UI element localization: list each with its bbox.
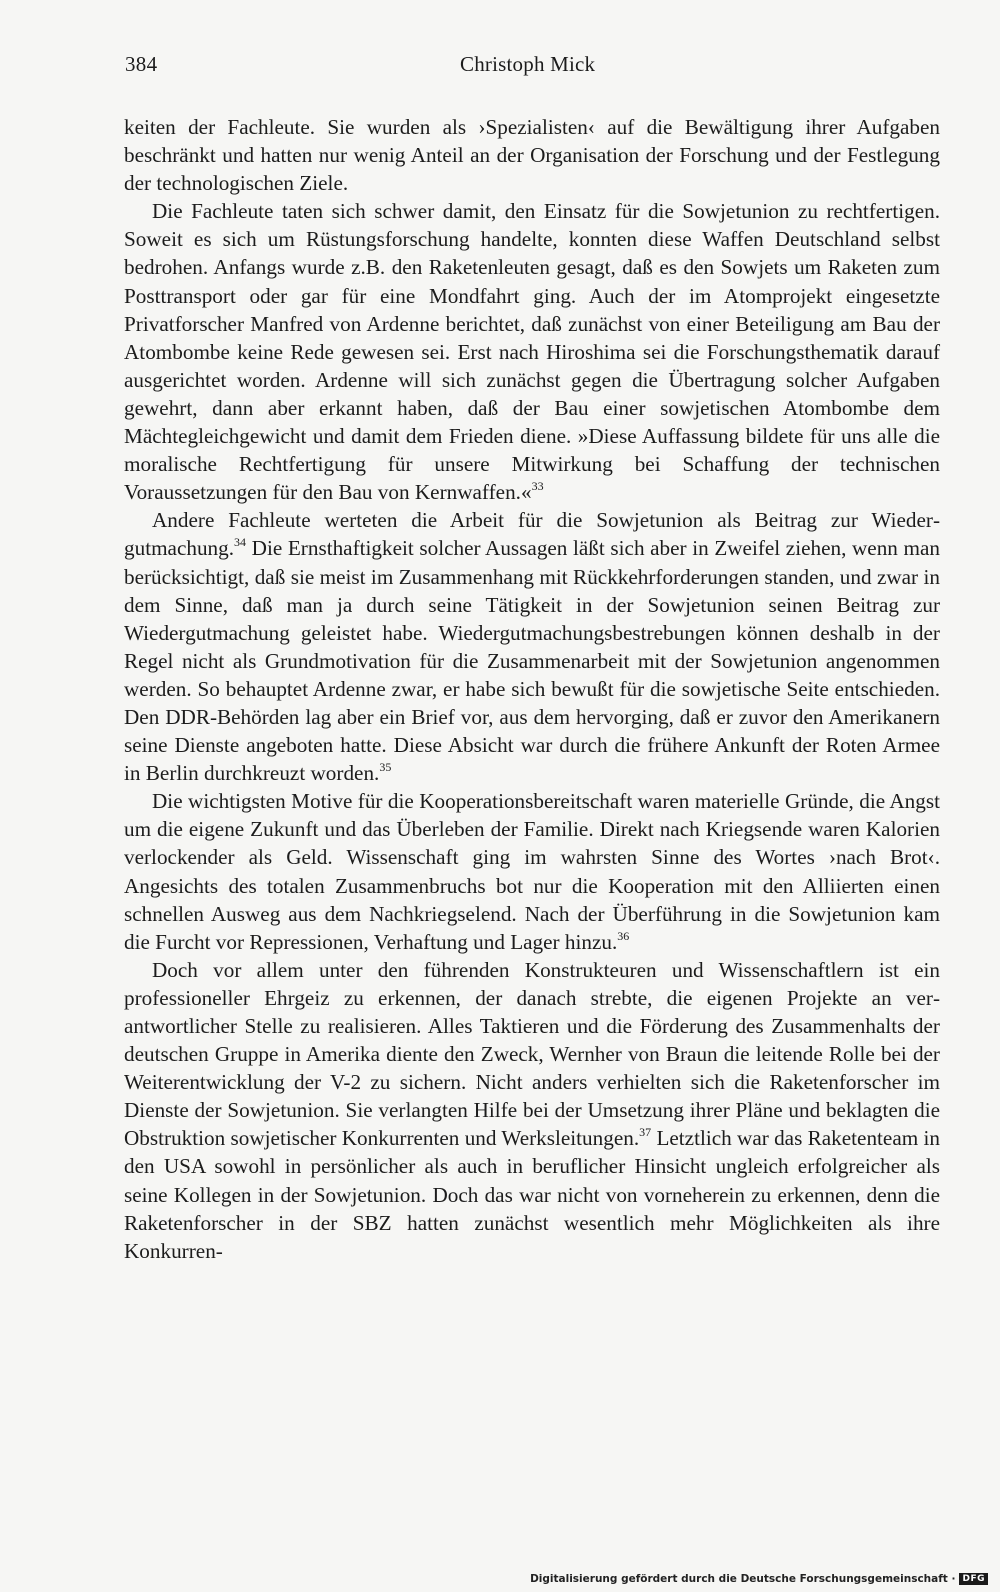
paragraph [124,197,940,506]
footnote-marker: 35 [379,760,392,775]
paragraph [124,787,940,956]
paragraph [124,506,940,787]
footnote-marker: 33 [531,479,544,494]
paragraph-text: Die Fachleute taten sich schwer damit, den Einsatz für die Sowjetunion zu rechtfertigen. Soweit es sich um Rüstungsforschung handelte, konnten diese Waffen Deutschland selbst bedrohen. Anfangs wurde z.B. den Raketenleuten gesagt, daß es den Sowjets um Raketen zum Posttransport oder gar für eine Mondfahrt ging. Auch der im Atomprojekt eingesetzte Privatforscher Manfred von Ardenne berichtet, daß zunächst von einer Beteiligung am Bau der Atombombe keine Rede gewesen sei. Erst nach Hiroshima sei die Forschungsthematik darauf ausgerichtet worden. Ardenne will sich zunächst gegen die Übertragung solcher Aufgaben gewehrt, dann aber erkannt haben, daß der Bau einer sowjetischen Atombombe dem Mächtegleichgewicht und damit dem Frieden diene. »Diese Auffassung bildete für uns alle die moralische Rechtfertigung für unsere Mitwirkung bei Schaffung der technischen Voraussetzungen für den Bau von Kernwaffen.« [124,199,940,505]
dfg-logo: DFG [959,1573,988,1585]
body-text [124,113,940,1265]
footnote-marker: 36 [617,928,630,943]
paragraph-text: keiten der Fachleute. Sie wurden als ›Spezialisten‹ auf die Bewältigung ihrer Aufgaben beschränkt und hatten nur wenig Anteil an der Organisation der Forschung und der Festlegung der technologischen Ziele. [124,115,940,196]
paragraph [124,113,940,197]
footnote-marker: 37 [639,1125,652,1140]
footer-text: Digitalisierung gefördert durch die Deutsche Forschungsgemeinschaft · [530,1573,956,1585]
paragraph-text: Letztlich war das Raketenteam in den USA sowohl in persönlicher als auch in beruflicher Hinsicht ungleich erfolgreicher als seine Kollegen in der Sowjetunion. Doch das war nicht von vorneherein zu erkennen, denn die Raketenforscher in der SBZ hatten zunächst wesentlich mehr Möglichkeiten als ihre Konkurren- [124,1126,940,1263]
paragraph-text: Doch vor allem unter den führenden Konstrukteuren und Wissenschaftlern ist ein professioneller Ehrgeiz zu erkennen, der danach strebte, die eigenen Projekte an verantwortlicher Stelle zu realisieren. Alles Taktieren und die Förderung des Zusammenhalts der deutschen Gruppe in Amerika diente den Zweck, Wernher von Braun die leitende Rolle bei der Weiterentwicklung der V-2 zu sichern. Nicht anders verhielten sich die Raketenforscher im Dienste der Sowjetunion. Sie verlangten Hilfe bei der Umsetzung ihrer Pläne und beklagten die Obstruktion sowjetischer Konkurrenten und Werksleitungen. [124,957,940,1151]
paragraph-text: Andere Fachleute werteten die Arbeit für die Sowjetunion als Beitrag zur Wiedergutmachung. [124,508,940,561]
paragraph-text: Die Ernsthaftigkeit solcher Aussagen läßt sich aber in Zweifel ziehen, wenn man berücksichtigt, daß sie meist im Zusammenhang mit Rückkehrforderungen standen, und zwar in dem Sinne, daß man ja durch seine Tätigkeit in der Sowjetunion seinen Beitrag zur Wiedergutmachung geleistet habe. Wiedergutmachungsbestrebungen können deshalb in der Regel nicht als Grundmotivation für die Zusammenarbeit mit der Sowjetunion angenommen werden. So behauptet Ardenne zwar, er habe sich bewußt für die sowjetische Seite entschieden. Den DDR-Behörden lag aber ein Brief vor, aus dem hervorging, daß er zuvor den Amerikanern seine Dienste angeboten hatte. Diese Absicht war durch die frühere Ankunft der Roten Armee in Berlin durchkreuzt worden. [124,536,940,786]
paragraph-text: Die wichtigsten Motive für die Kooperationsbereitschaft waren materielle Gründe, die Angst um die eigene Zukunft und das Überleben der Familie. Direkt nach Kriegsende waren Kalorien verlockender als Geld. Wissenschaft ging im wahrsten Sinne des Wortes ›nach Brot‹. Angesichts des totalen Zusammenbruchs bot nur die Kooperation mit den Alliierten einen schnellen Ausweg aus dem Nachkriegselend. Nach der Überführung in die Sowjetunion kam die Furcht vor Repressionen, Verhaftung und Lager hinzu. [124,789,940,954]
page-number: 384 [125,52,158,76]
page-header [125,52,945,88]
digitization-footer [530,1568,988,1590]
paragraph [124,956,940,1265]
running-head: Christoph Mick [460,52,596,76]
footnote-marker: 34 [234,535,247,550]
